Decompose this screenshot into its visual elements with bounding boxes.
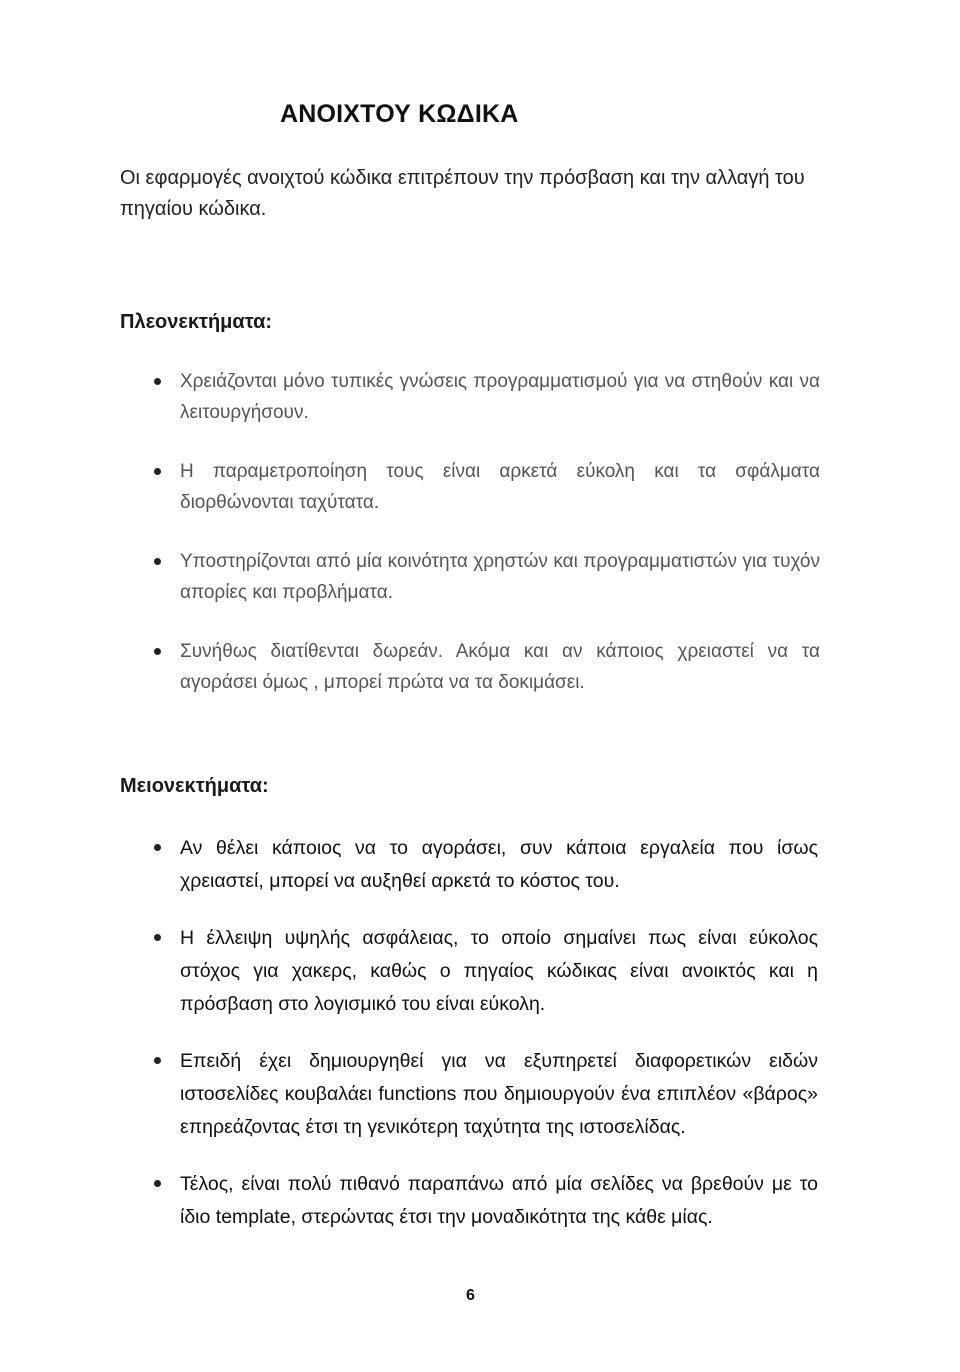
bullet-icon (154, 558, 161, 565)
bullet-icon (154, 378, 161, 385)
list-item-text: Η παραμετροποίηση τους είναι αρκετά εύκολη και τα σφάλματα διορθώνονται ταχύτατα. (180, 461, 820, 513)
list-item (120, 456, 820, 518)
list-item-text: Τέλος, είναι πολύ πιθανό παραπάνω από μία σελίδες να βρεθούν με το ίδιο template, στερώντας έτσι την μοναδικότητα της κάθε μίας. (180, 1173, 818, 1228)
list-item-text: Χρειάζονται μόνο τυπικές γνώσεις προγραμματισμού για να στηθούν και να λειτουργήσουν. (180, 371, 820, 423)
bullet-icon (154, 934, 161, 941)
intro-paragraph: Οι εφαρμογές ανοιχτού κώδικα επιτρέπουν την πρόσβαση και την αλλαγή του πηγαίου κώδικα. (120, 167, 805, 220)
bullet-icon (154, 468, 161, 475)
list-item (120, 832, 818, 898)
bullet-icon (154, 844, 161, 851)
list-item-text: Συνήθως διατίθενται δωρεάν. Ακόμα και αν κάποιος χρειαστεί να τα αγοράσει όμως , μπορεί πρώτα να τα δοκιμάσει. (180, 641, 820, 693)
list-item-text: Υποστηρίζονται από μία κοινότητα χρηστών και προγραμματιστών για τυχόν απορίες και προβλήματα. (180, 551, 820, 603)
disadvantages-list (120, 832, 860, 1258)
list-item (120, 366, 820, 428)
list-item-text: Επειδή έχει δημιουργηθεί για να εξυπηρετεί διαφορετικών ειδών ιστοσελίδες κουβαλάει functions που δημιουργούν ένα επιπλέον «βάρος» επηρεάζοντας έτσι τη γενικότερη ταχύτητα της ιστοσελίδας. (180, 1050, 818, 1138)
bullet-icon (154, 1057, 161, 1064)
advantages-list (120, 366, 860, 726)
list-item-text: Αν θέλει κάποιος να το αγοράσει, συν κάποια εργαλεία που ίσως χρειαστεί, μπορεί να αυξηθεί αρκετά το κόστος του. (180, 837, 818, 892)
advantages-heading: Πλεονεκτήματα: (120, 311, 273, 333)
bullet-icon (154, 648, 161, 655)
page-number: 6 (466, 1287, 475, 1304)
bullet-icon (154, 1180, 161, 1187)
list-item (120, 636, 820, 698)
list-item (120, 1045, 818, 1144)
list-item (120, 922, 818, 1021)
list-item-text: Η έλλειψη υψηλής ασφάλειας, το οποίο σημαίνει πως είναι εύκολος στόχος για χακερς, καθώς ο πηγαίος κώδικας είναι ανοικτός και η πρόσβαση στο λογισμικό του είναι εύκολη. (180, 927, 818, 1015)
page-title: ΑΝΟΙΧΤΟΥ ΚΩΔΙΚΑ (280, 100, 519, 128)
list-item (120, 1168, 818, 1234)
disadvantages-heading: Μειονεκτήματα: (120, 775, 269, 797)
list-item (120, 546, 820, 608)
